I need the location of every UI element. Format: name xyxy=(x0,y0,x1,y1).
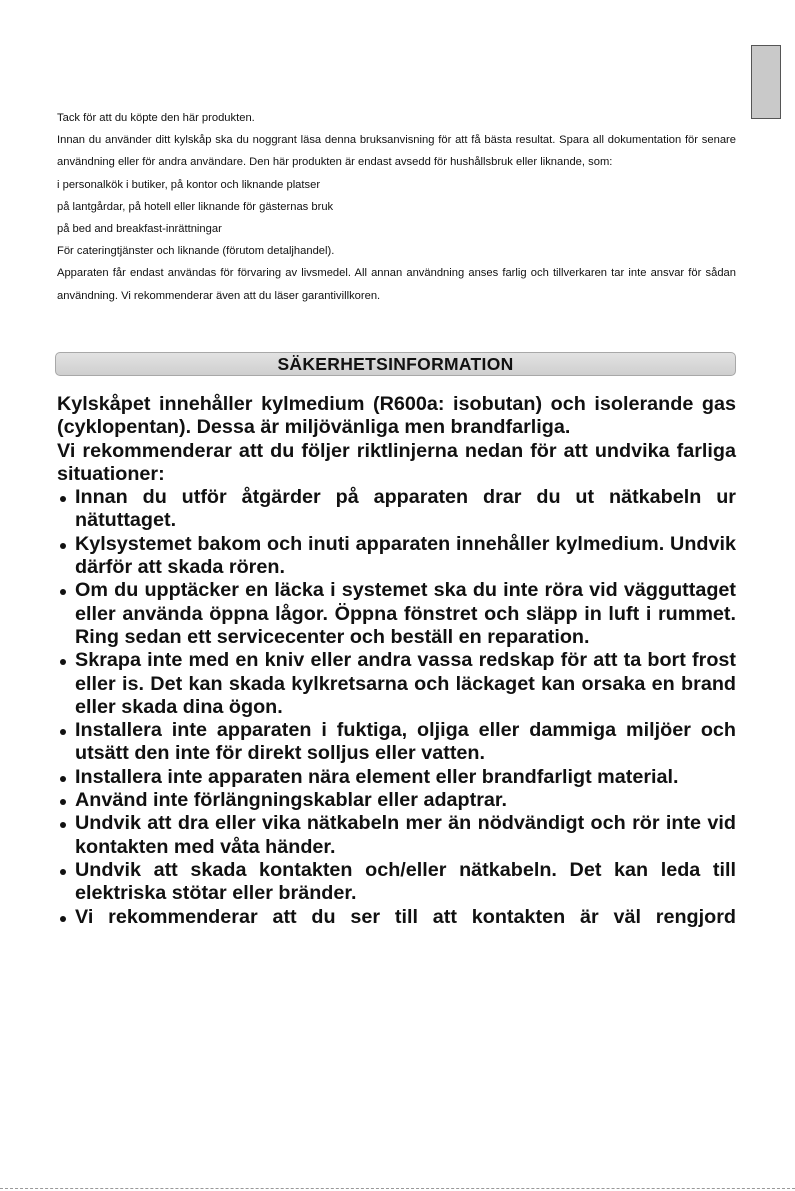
intro-line: Tack för att du köpte den här produkten. xyxy=(57,112,255,124)
safety-bullet: Vi rekommenderar att du ser till att kontakten är väl rengjord xyxy=(57,906,736,929)
intro-line: För cateringtjänster och liknande (förutom detaljhandel). xyxy=(57,245,335,258)
intro-line: i personalkök i butiker, på kontor och liknande platser xyxy=(57,178,321,191)
safety-bullet: Kylsystemet bakom och inuti apparaten innehåller kylmedium. Undvik därför att skada rören. xyxy=(57,533,736,580)
intro-line: på lantgårdar, på hotell eller liknande för gästernas bruk xyxy=(57,200,334,213)
intro-line: Innan du använder ditt kylskåp ska du noggrant läsa denna bruksanvisning för att få bästa resultat. Spara all dokumentation för senare användning eller för andra användare. Den här produkten är endast avsedd för hushållsbruk eller liknande, som: xyxy=(57,134,736,169)
safety-paragraph: Kylskåpet innehåller kylmedium (R600a: isobutan) och isolerande gas (cyklopentan). Dessa är miljövänliga men brandfarliga. xyxy=(57,393,736,439)
section-header xyxy=(55,352,736,376)
intro-text xyxy=(57,107,736,307)
safety-bullet: Installera inte apparaten i fuktiga, oljiga eller dammiga miljöer och utsätt den inte för direkt solljus eller vatten. xyxy=(57,719,736,766)
safety-bullet: Undvik att skada kontakten och/eller nätkabeln. Det kan leda till elektriska stötar eller bränder. xyxy=(57,859,736,906)
safety-bullet: Undvik att dra eller vika nätkabeln mer än nödvändigt och rör inte vid kontakten med våta händer. xyxy=(57,812,736,859)
intro-line: på bed and breakfast-inrättningar xyxy=(57,223,222,236)
safety-bullet: Installera inte apparaten nära element eller brandfarligt material. xyxy=(57,766,736,789)
safety-bullet: Använd inte förlängningskablar eller adaptrar. xyxy=(57,789,736,812)
safety-paragraph: Vi rekommenderar att du följer riktlinjerna nedan för att undvika farliga situationer: xyxy=(57,439,736,485)
safety-list xyxy=(57,486,736,929)
safety-bullet: Innan du utför åtgärder på apparaten drar du ut nätkabeln ur nätuttaget. xyxy=(57,486,736,533)
language-tab xyxy=(751,45,781,119)
section-title: SÄKERHETSINFORMATION xyxy=(277,354,514,374)
safety-bullet: Skrapa inte med en kniv eller andra vassa redskap för att ta bort frost eller is. Det kan skada kylkretsarna och läckaget kan orsaka en brand eller skada dina ögon. xyxy=(57,649,736,719)
safety-section xyxy=(57,393,736,929)
safety-bullet: Om du upptäcker en läcka i systemet ska du inte röra vid vägguttaget eller använda öppna lågor. Öppna fönstret och släpp in luft i rummet. Ring sedan ett servicecenter och beställ en reparation. xyxy=(57,579,736,649)
intro-line: Apparaten får endast användas för förvaring av livsmedel. All annan användning anses farlig och tillverkaren tar inte ansvar för sådan användning. Vi rekommenderar även att du läser garantivillkoren. xyxy=(57,267,736,302)
page-bottom-rule xyxy=(0,1188,795,1189)
